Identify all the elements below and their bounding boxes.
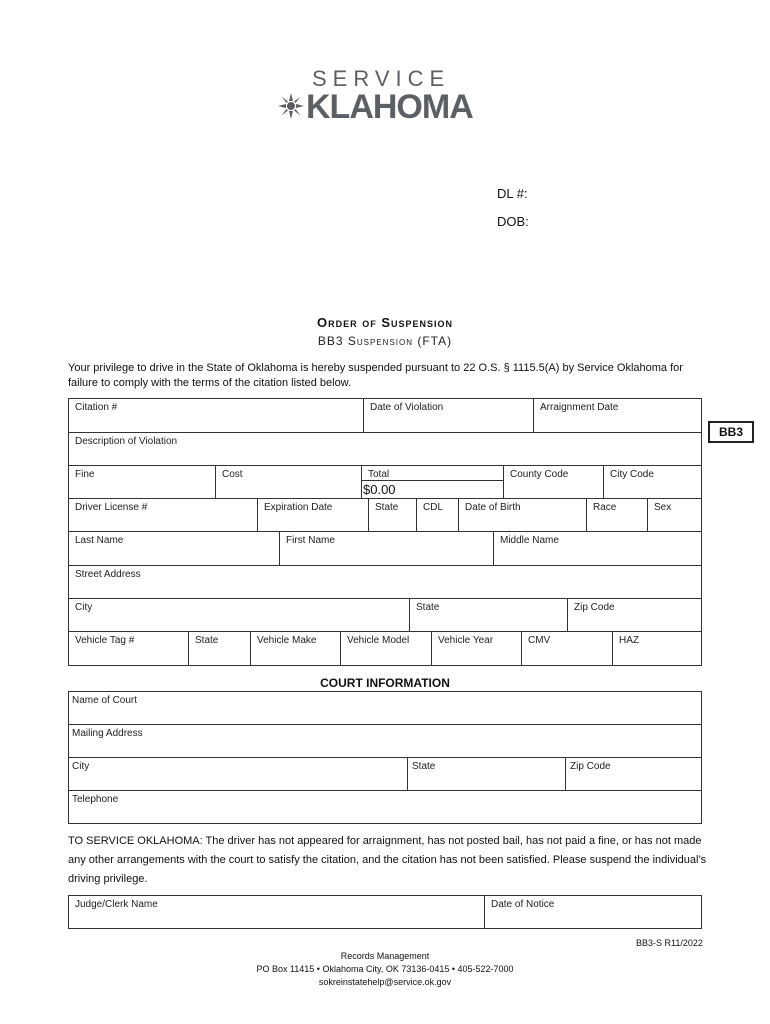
document-title-text: Order of Suspension xyxy=(316,315,454,330)
cdl-field[interactable] xyxy=(416,499,458,531)
license-state-field[interactable] xyxy=(368,499,416,531)
court-zip-label: Zip Code xyxy=(570,761,611,772)
city-field[interactable] xyxy=(69,599,409,631)
logo-oklahoma-rest: KLAHOMA xyxy=(306,88,473,126)
court-state-field[interactable] xyxy=(407,758,565,790)
signature-row xyxy=(68,895,702,929)
court-name-row[interactable] xyxy=(68,691,702,725)
city-code-field[interactable] xyxy=(603,466,703,498)
total-label: Total xyxy=(368,469,390,480)
court-state-label: State xyxy=(412,761,436,772)
driver-license-field[interactable] xyxy=(69,499,257,531)
vehicle-state-label: State xyxy=(195,635,219,646)
cdl-label: CDL xyxy=(423,502,444,513)
fine-row xyxy=(68,466,702,499)
race-field[interactable] xyxy=(586,499,647,531)
judge-clerk-label: Judge/Clerk Name xyxy=(75,899,158,910)
court-mailing-row[interactable] xyxy=(68,725,702,758)
expiration-date-label: Expiration Date xyxy=(264,502,333,513)
dob-label: DOB: xyxy=(497,214,529,229)
cmv-field[interactable] xyxy=(521,632,612,665)
vehicle-make-label: Vehicle Make xyxy=(257,635,317,646)
logo-star-icon xyxy=(276,91,306,121)
haz-label: HAZ xyxy=(619,635,639,646)
date-of-birth-label: Date of Birth xyxy=(465,502,521,513)
city-row xyxy=(68,599,702,632)
vehicle-year-label: Vehicle Year xyxy=(438,635,494,646)
fine-label: Fine xyxy=(75,469,95,480)
date-of-notice-label: Date of Notice xyxy=(491,899,555,910)
zip-code-field[interactable] xyxy=(567,599,703,631)
date-of-violation-field[interactable] xyxy=(363,399,533,432)
intro-paragraph: Your privilege to drive in the State of Oklahoma is hereby suspended pursuant to 22 O.S. § 1115.5(A) by Service Oklahoma for failure to comply with the terms of the citation listed below. xyxy=(68,362,683,389)
address-state-field[interactable] xyxy=(409,599,567,631)
bb3-badge: BB3 xyxy=(708,421,754,443)
court-information-heading: COURT INFORMATION xyxy=(320,676,450,690)
court-city-row xyxy=(68,758,702,791)
driver-license-label: Driver License # xyxy=(75,502,148,513)
footer-email: sokreinstatehelp@service.ok.gov xyxy=(318,977,452,987)
fine-field[interactable] xyxy=(69,466,215,498)
date-of-birth-field[interactable] xyxy=(458,499,586,531)
vehicle-tag-field[interactable] xyxy=(69,632,188,665)
middle-name-field[interactable] xyxy=(493,532,703,565)
court-city-field[interactable] xyxy=(69,758,407,790)
county-code-field[interactable] xyxy=(503,466,603,498)
citation-row xyxy=(68,398,702,433)
driver-license-row xyxy=(68,499,702,532)
court-telephone-label: Telephone xyxy=(72,794,119,805)
court-zip-field[interactable] xyxy=(565,758,703,790)
judge-clerk-field[interactable] xyxy=(69,896,484,928)
service-oklahoma-logo xyxy=(276,66,496,130)
middle-name-label: Middle Name xyxy=(500,535,559,546)
vehicle-model-label: Vehicle Model xyxy=(347,635,410,646)
court-telephone-row[interactable] xyxy=(68,791,702,824)
first-name-field[interactable] xyxy=(279,532,493,565)
total-field[interactable] xyxy=(361,466,503,498)
service-oklahoma-notice: TO SERVICE OKLAHOMA: The driver has not appeared for arraignment, has not posted bail, has not paid a fine, or has not made any other arrangements with the court to satisfy the citation, and the citation has not been satisfied. Please suspend the individual’s driving privilege. xyxy=(68,835,707,885)
date-of-notice-field[interactable] xyxy=(484,896,703,928)
county-code-label: County Code xyxy=(510,469,569,480)
address-state-label: State xyxy=(416,602,440,613)
description-row[interactable] xyxy=(68,433,702,466)
city-code-label: City Code xyxy=(610,469,654,480)
citation-number-field[interactable] xyxy=(69,399,363,432)
footer-address: PO Box 11415 • Oklahoma City, OK 73136-0415 • 405-522-7000 xyxy=(256,964,514,974)
court-name-label: Name of Court xyxy=(72,695,138,706)
dl-number-label: DL #: xyxy=(497,186,528,201)
document-title xyxy=(0,315,770,330)
cost-field[interactable] xyxy=(215,466,361,498)
vehicle-row xyxy=(68,632,702,666)
zip-code-label: Zip Code xyxy=(574,602,615,613)
race-label: Race xyxy=(593,502,617,513)
vehicle-model-field[interactable] xyxy=(340,632,431,665)
logo-service-text: SERVICE xyxy=(312,66,451,91)
court-city-label: City xyxy=(72,761,90,772)
vehicle-state-field[interactable] xyxy=(188,632,250,665)
document-subtitle: BB3 Suspension (FTA) xyxy=(317,334,453,348)
cost-label: Cost xyxy=(222,469,243,480)
last-name-label: Last Name xyxy=(75,535,124,546)
license-state-label: State xyxy=(375,502,399,513)
first-name-label: First Name xyxy=(286,535,335,546)
sex-label: Sex xyxy=(654,502,672,513)
last-name-field[interactable] xyxy=(69,532,279,565)
haz-field[interactable] xyxy=(612,632,703,665)
sex-field[interactable] xyxy=(647,499,703,531)
street-address-label: Street Address xyxy=(75,569,141,580)
revision-code: BB3-S R11/2022 xyxy=(636,938,703,948)
vehicle-make-field[interactable] xyxy=(250,632,340,665)
logo-oklahoma-text xyxy=(276,88,473,127)
footer xyxy=(0,950,770,989)
vehicle-tag-label: Vehicle Tag # xyxy=(75,635,135,646)
date-of-violation-label: Date of Violation xyxy=(370,402,444,413)
expiration-date-field[interactable] xyxy=(257,499,368,531)
footer-department: Records Management xyxy=(340,951,430,961)
total-value-box xyxy=(361,480,504,499)
citation-number-label: Citation # xyxy=(75,402,118,413)
arraignment-date-label: Arraignment Date xyxy=(540,402,619,413)
cmv-label: CMV xyxy=(528,635,551,646)
vehicle-year-field[interactable] xyxy=(431,632,521,665)
court-mailing-label: Mailing Address xyxy=(72,728,143,739)
total-value: $0.00 xyxy=(363,482,396,497)
description-label: Description of Violation xyxy=(75,436,178,447)
name-row xyxy=(68,532,702,566)
arraignment-date-field[interactable] xyxy=(533,399,703,432)
street-address-row[interactable] xyxy=(68,566,702,599)
city-label: City xyxy=(75,602,93,613)
